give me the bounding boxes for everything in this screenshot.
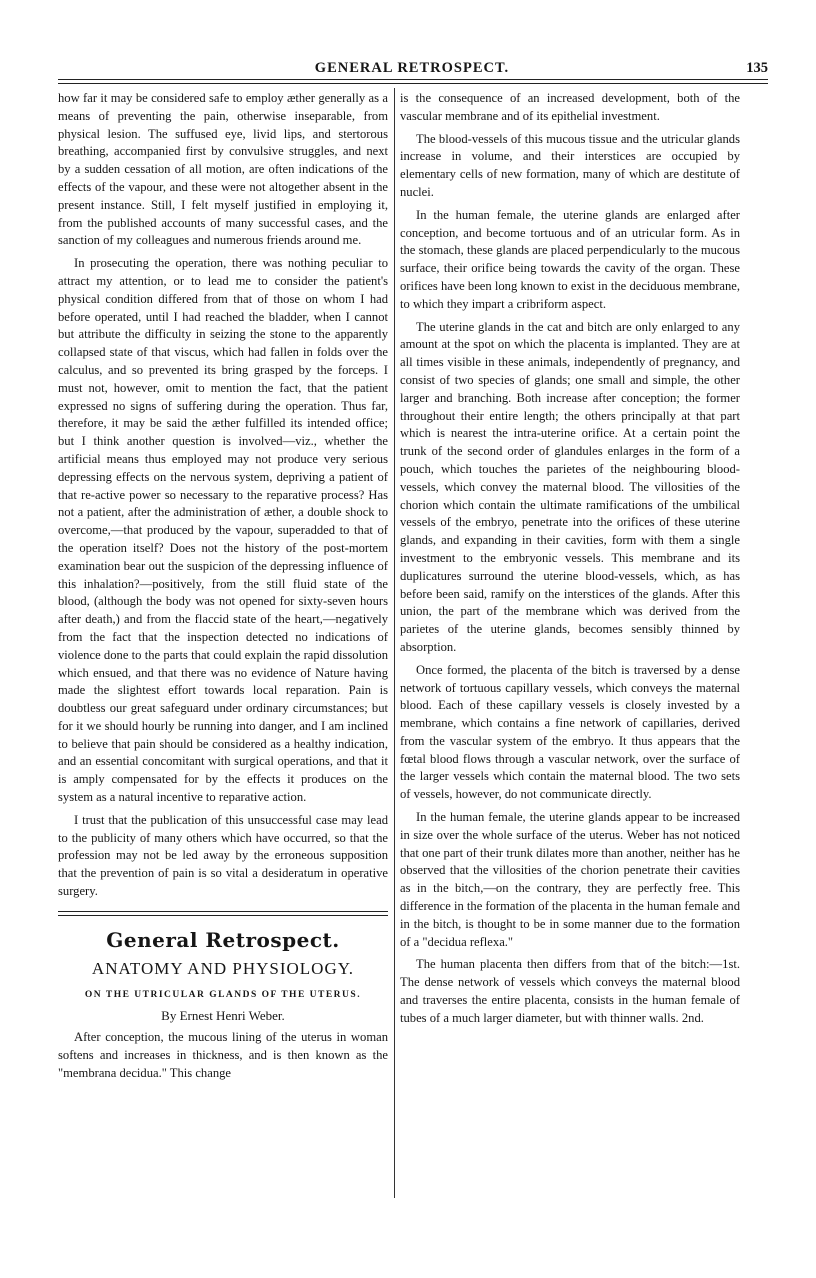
paragraph: In the human female, the uterine glands appear to be increased in size over the whole surface of the uterus. Weber has not noticed that one part of their trunk dilates more than another, neither has he observed that the villosities of the chorion penetrate their cavities as in the bitch,—on the contrary, they are perfectly free. This difference in the formation of the placenta in the human female and in the bitch, is thought to be in some manner due to the formation of a "decidua reflexa." [400,810,741,949]
running-title: GENERAL RETROSPECT. [314,60,510,76]
right-column [400,90,740,1033]
paragraph: The human placenta then differs from that of the bitch:—1st. The dense network of vessels which conveys the maternal blood and traverses the entire placenta, consists in the human female of tubes of a much larger diameter, but with thinner walls. 2nd. [400,957,740,1025]
column-divider [394,88,395,1198]
left-column [58,90,388,1087]
section-title: General Retrospect. [106,927,340,952]
header-rule [58,79,768,80]
paragraph: In the human female, the uterine glands are enlarged after conception, and become tortuous and of an utricular form. As in the stomach, these glands are placed perpendicularly to the mucous surface, their orifice being towards the cavity of the organ. These orifices have been long known to exist in the deciduous membrane, to which they impart a cribriform aspect. [400,207,740,311]
article-title: ON THE UTRICULAR GLANDS OF THE UTERUS. [84,990,362,1001]
paragraph: how far it may be considered safe to employ æther generally as a means of preventing the pain, otherwise inseparable, from physical lesion. The suffused eye, livid lips, and stertorous breathing, accompanied first by convulsive struggles, and next by a sudden cessation of all motion, are often indications of the effects of the vapour, and these were not altogether absent in the present instance. Still, I felt myself justified in employing it, from the published accounts of many successful cases, and the sanction of my colleagues and numerous friends around me. [58,91,388,248]
running-head [56,58,768,80]
header-rule-double [58,83,768,84]
paragraph: The uterine glands in the cat and bitch are only enlarged to any amount at the spot on which the placenta is implanted. They are at all times visible in these animals, independently of pregnancy, and consist of two species of glands; one small and simple, the other larger and branching. Both increase after conception; the former throughout their entire length; the others principally at that part which is nearest the intra-uterine orifice. At a certain point the trunk of the second order of glandules enlarges in the form of a pouch, which touches the parietes of the neighbouring blood-vessels, which convey the maternal blood. The villosities of the chorion which contain the ultimate ramifications of the umbilical vessels of the embryo, penetrate into the orifices of these uterine glands, and expanding in their cavities, form with them a single investment to the embryonic vessels. This membrane and its duplicatures surround the uterine blood-vessels, which, as has before been said, ramify on the interstices of the glands. After this union, the part of the membrane which was derived from the parietes of the uterine glands, becomes sensibly thinned by absorption. [400,319,740,654]
paragraph: Once formed, the placenta of the bitch is traversed by a dense network of tortuous capillary vessels, which conveys the maternal blood. Each of these capillary vessels is closely invested by a membrane, which contains a fine network of capillaries, derived from the vascular system of the embryo. It thus appears that the fœtal blood flows through a vascular network, over the surface of the larger vessels which contain the maternal blood. The two sets of vessels, however, do not communicate directly. [400,662,740,802]
article-author: By Ernest Henri Weber. [161,1008,285,1024]
paragraph: is the consequence of an increased development, both of the vascular membrane and of its epithelial investment. [400,91,740,123]
paragraph: The blood-vessels of this mucous tissue and the utricular glands increase in volume, and their interstices are occupied by elementary cells of new formation, many of which are destitute of nuclei. [400,131,740,199]
section-rule [58,911,388,916]
paragraph: After conception, the mucous lining of the uterus in woman softens and increases in thickness, and is then known as the "membrana decidua." This change [58,1030,388,1080]
paragraph: I trust that the publication of this unsuccessful case may lead to the publicity of many others which have occurred, so that the profession may not be led away by the erroneous supposition that the prevention of pain is so vital a desideratum in operative surgery. [58,812,388,899]
section-break [58,911,388,1025]
subsection-heading: ANATOMY AND PHYSIOLOGY. [91,958,355,978]
page-number: 135 [746,60,768,76]
paragraph: In prosecuting the operation, there was nothing peculiar to attract my attention, or to lead me to consider the patient's physical condition differed from that of those on whom I had before operated, until I had reached the bladder, when I cannot but attribute the difficulty in seizing the stone to the apparently collapsed state of that viscus, which had fallen in folds over the calculus, and so prevented its bring grasped by the forceps. I must not, however, omit to mention the fact, that the patient expressed no signs of suffering during the operation. Thus far, therefore, it may be said the æther fulfilled its intended office; but I think another question is involved—viz., whether the artificial means thus employed may not produce very serious depressing effects on the nervous system, depriving a patient of that re-active power so necessary to the reparative process? Has not a patient, after the administration of æther, a double shock to overcome,—that produced by the vapour, superadded to that of the operation itself? Does not the history of the post-mortem examination bear out the suspicion of the depressing influence of this inhalation?—positively, from the still fluid state of the blood, (although the body was not opened for sixty-seven hours after death,) and from the flaccid state of the heart,—negatively from the fact that the inspection detected no indications of violence done to the parts that could explain the rapid dissolution which ensued, and that there was no evidence of Nature having made the slightest effort towards local reparation. Pain is doubtless our great safeguard under ordinary circumstances; but for it we should hourly be running into danger, and I am inclined to believe that pain should be considered as a healthy indication, and an essential concomitant with surgical operations, and that it is amply compensated for by the effects it produces on the system as a natural incentive to reparative action. [58,256,388,805]
